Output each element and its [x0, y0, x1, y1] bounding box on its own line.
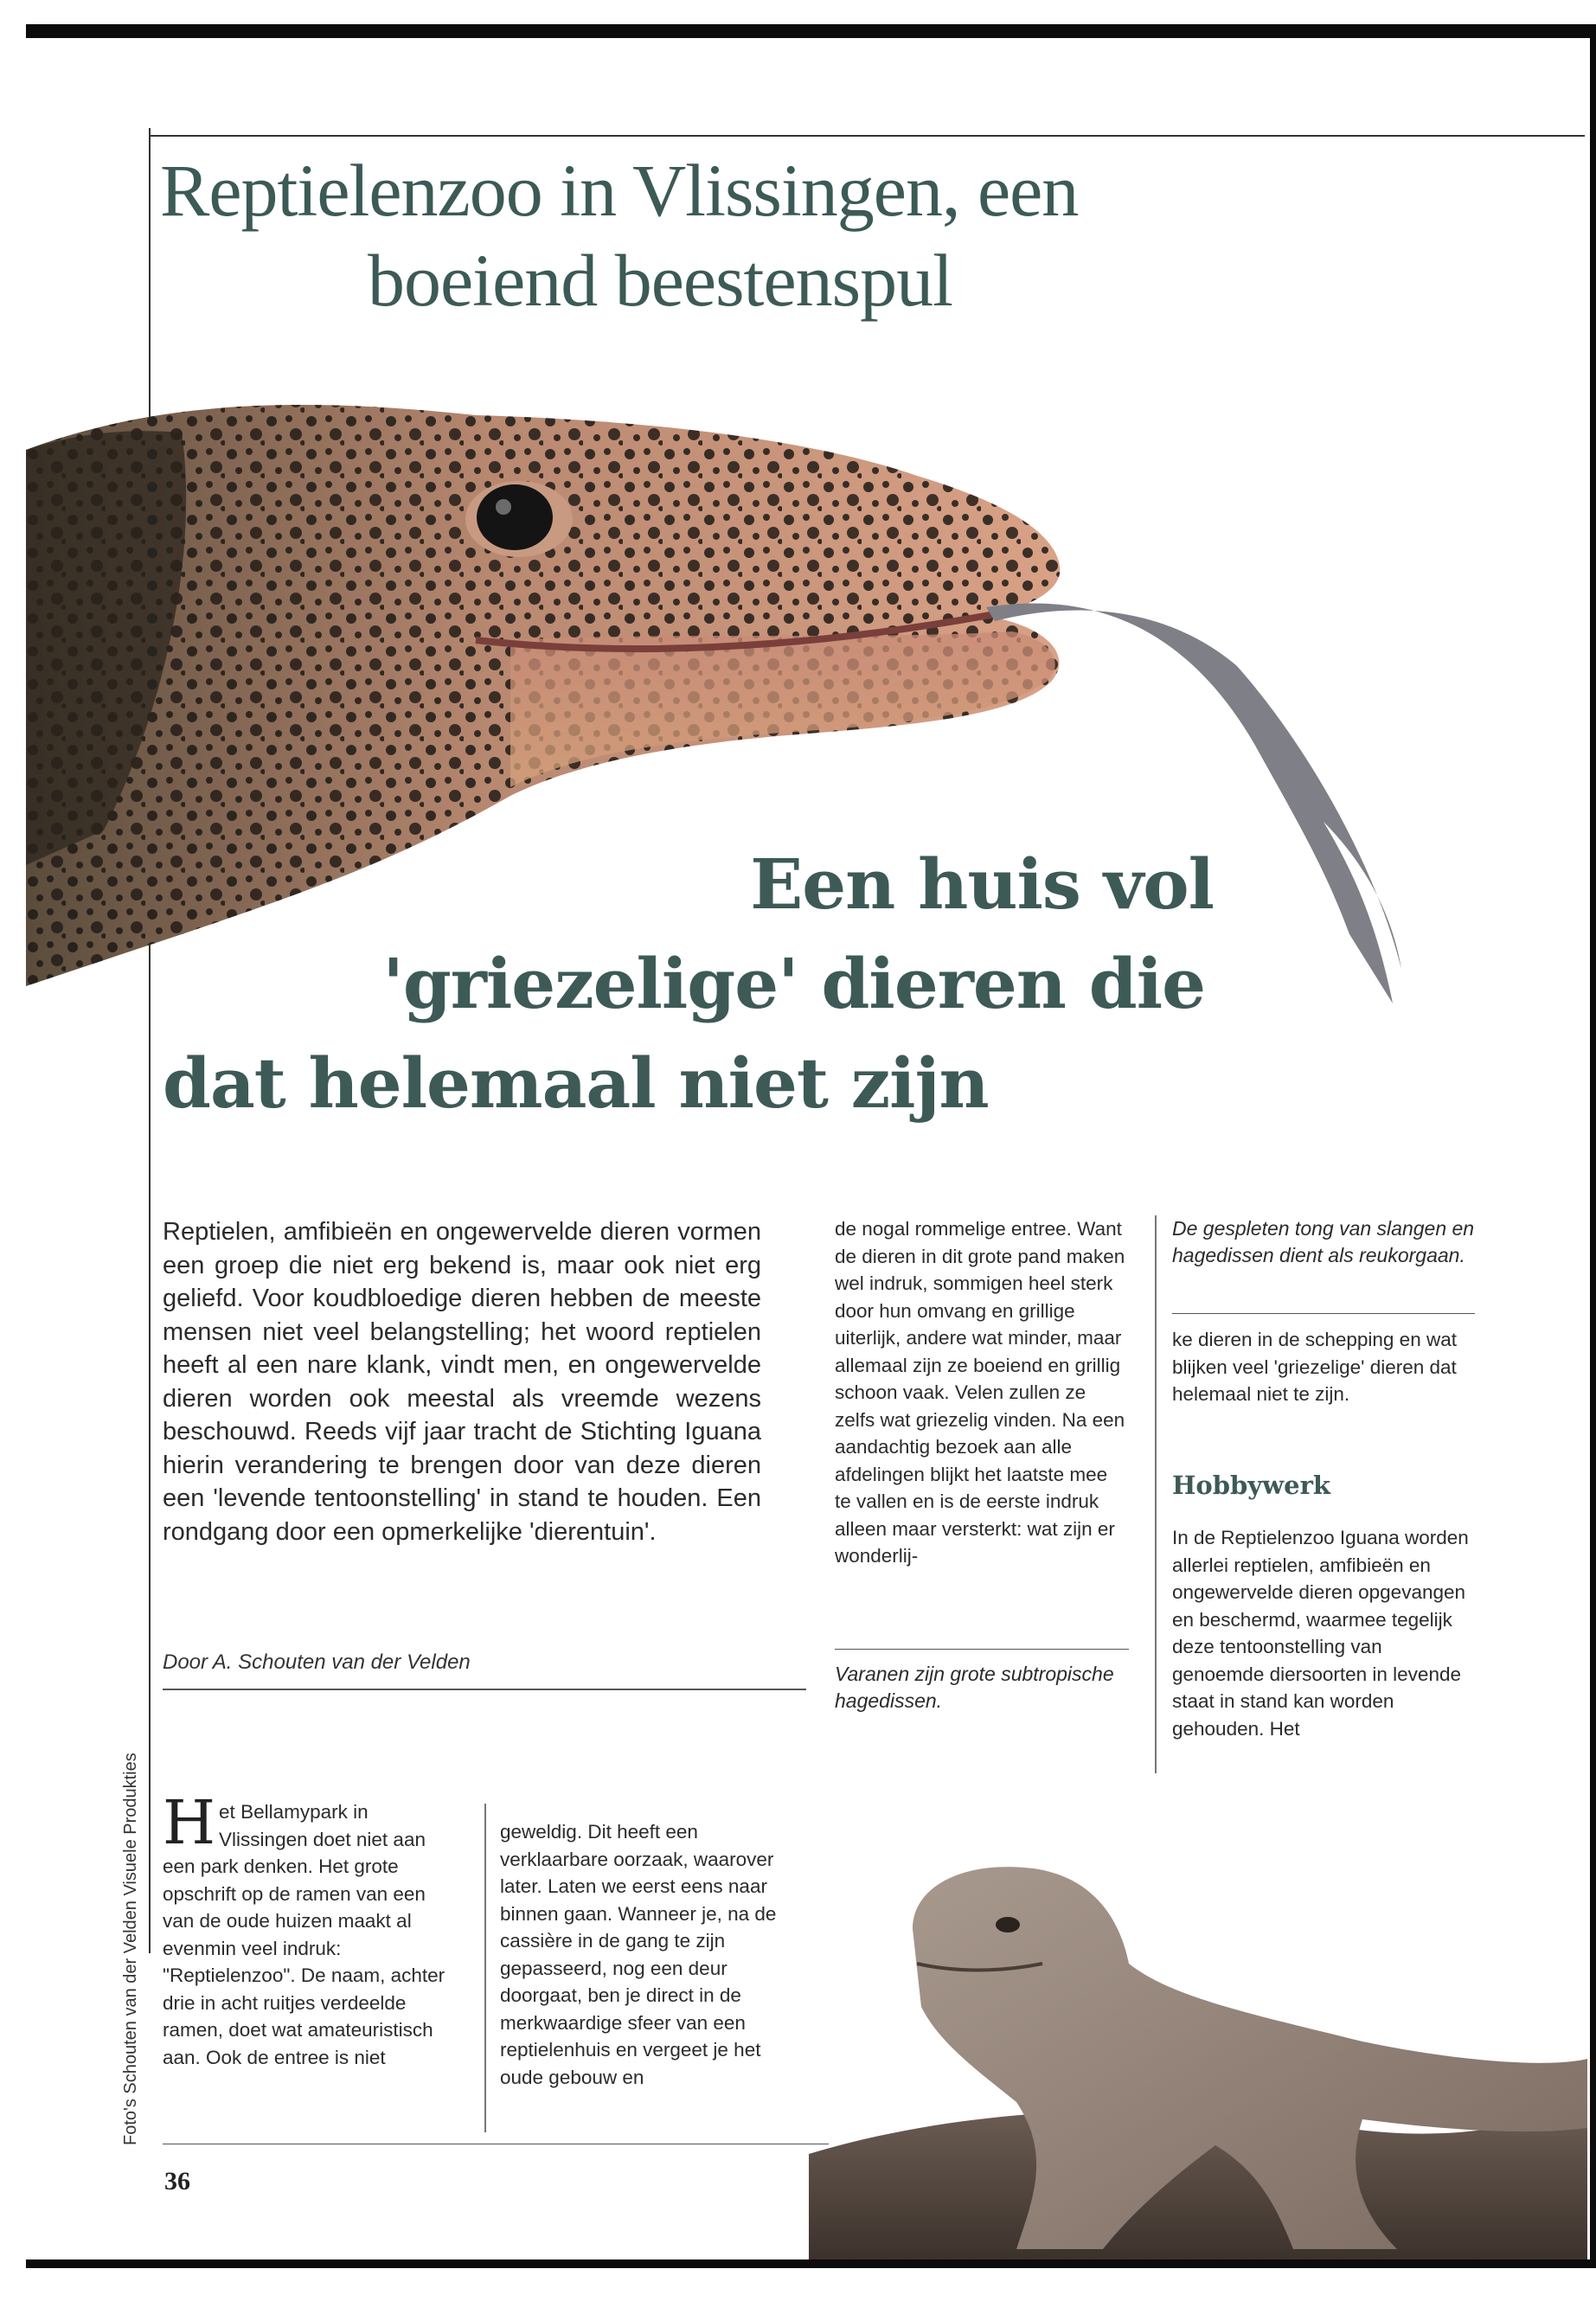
byline: Door A. Schouten van der Velden	[163, 1650, 471, 1674]
body-column-4: ke dieren in de schepping en wat blijken veel 'griezelige' dieren dat helemaal niet te zijn.	[1172, 1329, 1457, 1405]
body-column-1	[163, 1787, 461, 2071]
headline-line-3: dat helemaal niet zijn	[163, 1042, 989, 1124]
bottom-rule	[26, 2259, 1596, 2268]
column-divider	[1155, 1215, 1157, 1773]
photo-credit: Foto's Schouten van der Velden Visuele Produkties	[121, 1753, 140, 2145]
caption-rule-tongue	[1172, 1313, 1475, 1314]
caption-tongue: De gespleten tong van slangen en hagedissen dient als reukorgaan.	[1172, 1217, 1475, 1266]
chuckwalla-photo	[809, 1843, 1587, 2259]
headline-line-1: Een huis vol	[750, 843, 1214, 925]
intro-paragraph: Reptielen, amfibieën en ongewervelde dieren vormen een groep die niet erg bekend is, maar ook niet erg geliefd. Voor koudbloedige dieren hebben de meeste mensen niet veel belangstelling; het woord reptielen heeft al een nare klank, vindt men, en ongewervelde dieren worden ook meestal als vreemde wezens beschouwd. Reeds vijf jaar tracht de Stichting Iguana hierin verandering te brengen door van deze dieren een 'levende tentoonstelling' in stand te houden. Een rondgang door een opmerkelijke 'dierentuin'.	[163, 1218, 761, 1546]
top-rule	[26, 24, 1596, 38]
drop-cap: H	[163, 1787, 216, 1858]
body-column-4b: In de Reptielenzoo Iguana worden allerlei reptielen, amfibieën en ongewervelde dieren opgevangen en beschermd, waarmee tegelijk deze tentoonstelling van genoemde diersoorten in levende staat in stand kan worden gehouden. Het	[1172, 1527, 1469, 1740]
body-column-1-text: et Bellamypark in Vlissingen doet niet aan een park denken. Het grote opschrift op de ramen van een van de oude huizen maakt al evenmin veel indruk: "Reptielenzoo". De naam, achter drie in acht ruitjes verdeelde ramen, doet wat amateuristisch aan. Ook de entree is niet	[163, 1801, 445, 2068]
frame-top-line	[149, 135, 1585, 137]
kicker-line-2: boeiend beestenspul	[368, 239, 952, 322]
byline-rule	[163, 1689, 806, 1690]
column-divider-lower	[484, 1804, 486, 2132]
headline-line-2: 'griezelige' dieren die	[382, 943, 1205, 1024]
body-column-2: geweldig. Dit heeft een verklaarbare oorzaak, waarover later. Laten we eerst eens naar binnen gaan. Wanneer je, na de cassière in de gang te zijn gepasseerd, nog een deur doorgaat, ben je direct in de merkwaardige sfeer van een reptielenhuis en vergeet je het oude gebouw en	[500, 1821, 777, 2088]
kicker-line-1: Reptielenzoo in Vlissingen, een	[160, 149, 1079, 232]
caption-rule-varanen	[835, 1649, 1129, 1650]
right-rule	[1590, 24, 1596, 2268]
page-number: 36	[164, 2167, 190, 2195]
body-column-3: de nogal rommelige entree. Want de dieren in dit grote pand maken wel indruk, sommigen heel sterk door hun omvang en grillige uiterlijk, andere wat minder, maar allemaal zijn ze boeiend en grillig schoon vaak. Velen zullen ze zelfs wat griezelig vinden. Na een aandachtig bezoek aan alle afdelingen blijkt het laatste mee te vallen en is de eerste indruk alleen maar versterkt: wat zijn er wonderlij-	[835, 1218, 1125, 1567]
caption-varanen: Varanen zijn grote subtropische hagedissen.	[835, 1663, 1114, 1712]
subhead-hobbywerk: Hobbywerk	[1172, 1471, 1330, 1500]
